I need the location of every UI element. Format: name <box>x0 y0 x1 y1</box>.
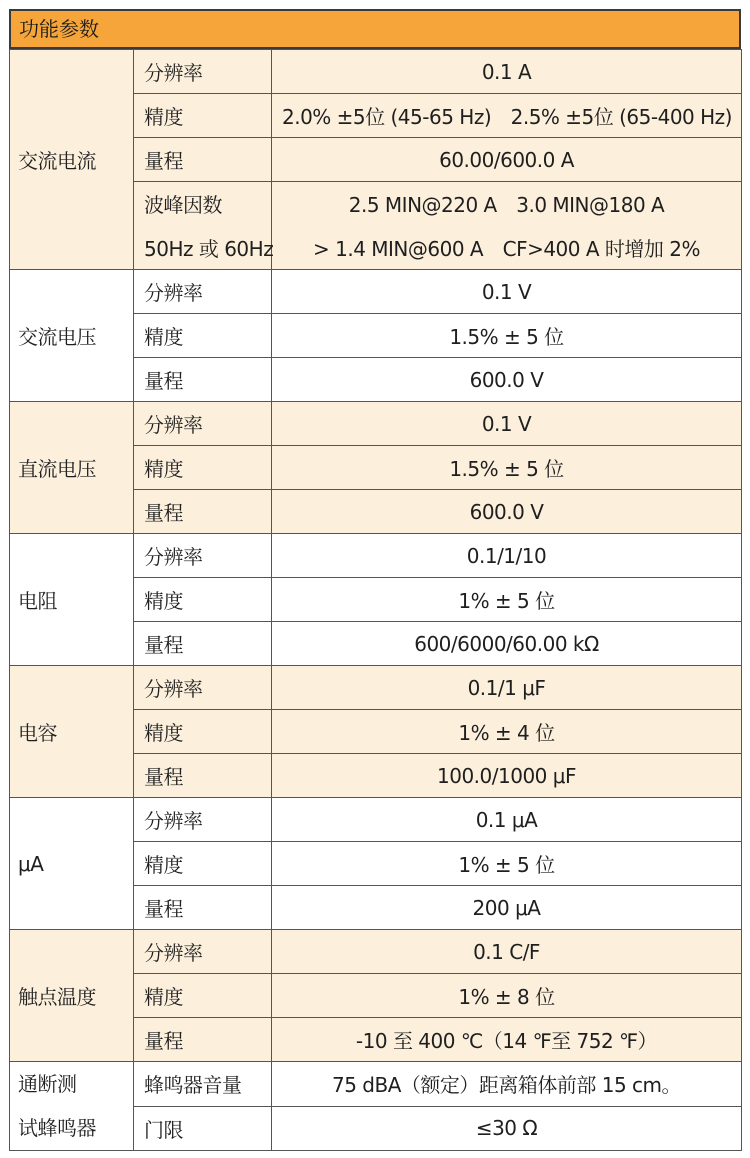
param-value: 0.1 V <box>272 402 742 446</box>
param-value: 0.1 V <box>272 270 742 314</box>
param-label: 精度 <box>134 974 272 1018</box>
param-label: 精度 <box>134 446 272 490</box>
param-label: 量程 <box>134 622 272 666</box>
param-value: 1% ± 5 位 <box>272 842 742 886</box>
param-label: 量程 <box>134 358 272 402</box>
table-row <box>10 666 742 710</box>
category-capacitance: 电容 <box>10 666 134 798</box>
param-label: 精度 <box>134 314 272 358</box>
category-microamp: μA <box>10 798 134 930</box>
param-label: 量程 <box>134 886 272 930</box>
param-label: 分辨率 <box>134 798 272 842</box>
param-value: 600/6000/60.00 kΩ <box>272 622 742 666</box>
table-row <box>10 798 742 842</box>
table-row <box>10 270 742 314</box>
category-line: 通断测 <box>18 1072 77 1096</box>
table-row <box>10 534 742 578</box>
category-temperature: 触点温度 <box>10 930 134 1062</box>
param-value: > 1.4 MIN@600 A CF>400 A 时增加 2% <box>272 226 742 270</box>
param-value: 60.00/600.0 A <box>272 138 742 182</box>
param-value: 1.5% ± 5 位 <box>272 314 742 358</box>
param-value: 0.1 A <box>272 50 742 94</box>
param-value: ≤30 Ω <box>272 1106 742 1151</box>
param-label: 量程 <box>134 138 272 182</box>
param-label: 分辨率 <box>134 534 272 578</box>
param-value: 0.1 C/F <box>272 930 742 974</box>
param-label: 分辨率 <box>134 402 272 446</box>
param-label: 精度 <box>134 842 272 886</box>
param-value: 1% ± 4 位 <box>272 710 742 754</box>
table-row <box>10 50 742 94</box>
param-label: 分辨率 <box>134 930 272 974</box>
param-label: 量程 <box>134 1018 272 1062</box>
param-label: 门限 <box>134 1106 272 1151</box>
param-label: 精度 <box>134 578 272 622</box>
param-label: 量程 <box>134 754 272 798</box>
param-label: 分辨率 <box>134 270 272 314</box>
section-title: 功能参数 <box>9 9 741 49</box>
param-value: 600.0 V <box>272 490 742 534</box>
param-value: -10 至 400 ℃（14 ℉至 752 ℉） <box>272 1018 742 1062</box>
param-value: 2.0% ±5位 (45-65 Hz) 2.5% ±5位 (65-400 Hz) <box>272 94 742 138</box>
category-continuity <box>10 1062 134 1151</box>
category-ac-current: 交流电流 <box>10 50 134 270</box>
param-label: 量程 <box>134 490 272 534</box>
param-label: 分辨率 <box>134 50 272 94</box>
param-value: 1% ± 8 位 <box>272 974 742 1018</box>
param-value: 0.1/1 μF <box>272 666 742 710</box>
param-label: 波峰因数 <box>134 182 272 226</box>
param-label: 分辨率 <box>134 666 272 710</box>
param-label: 精度 <box>134 710 272 754</box>
spec-sheet <box>9 9 741 1156</box>
category-resistance: 电阻 <box>10 534 134 666</box>
table-row <box>10 402 742 446</box>
param-value: 600.0 V <box>272 358 742 402</box>
param-label: 精度 <box>134 94 272 138</box>
table-row <box>10 930 742 974</box>
param-value: 1% ± 5 位 <box>272 578 742 622</box>
param-value: 0.1 μA <box>272 798 742 842</box>
spec-table <box>9 49 742 1151</box>
param-value: 0.1/1/10 <box>272 534 742 578</box>
param-value: 100.0/1000 μF <box>272 754 742 798</box>
param-value: 200 μA <box>272 886 742 930</box>
param-value: 1.5% ± 5 位 <box>272 446 742 490</box>
param-label: 蜂鸣器音量 <box>134 1062 272 1107</box>
category-line: 试蜂鸣器 <box>18 1116 96 1140</box>
param-value: 75 dBA（额定）距离箱体前部 15 cm。 <box>272 1062 742 1107</box>
category-dc-voltage: 直流电压 <box>10 402 134 534</box>
category-ac-voltage: 交流电压 <box>10 270 134 402</box>
param-value: 2.5 MIN@220 A 3.0 MIN@180 A <box>272 182 742 226</box>
param-label: 50Hz 或 60Hz <box>134 226 272 270</box>
table-row <box>10 1062 742 1107</box>
